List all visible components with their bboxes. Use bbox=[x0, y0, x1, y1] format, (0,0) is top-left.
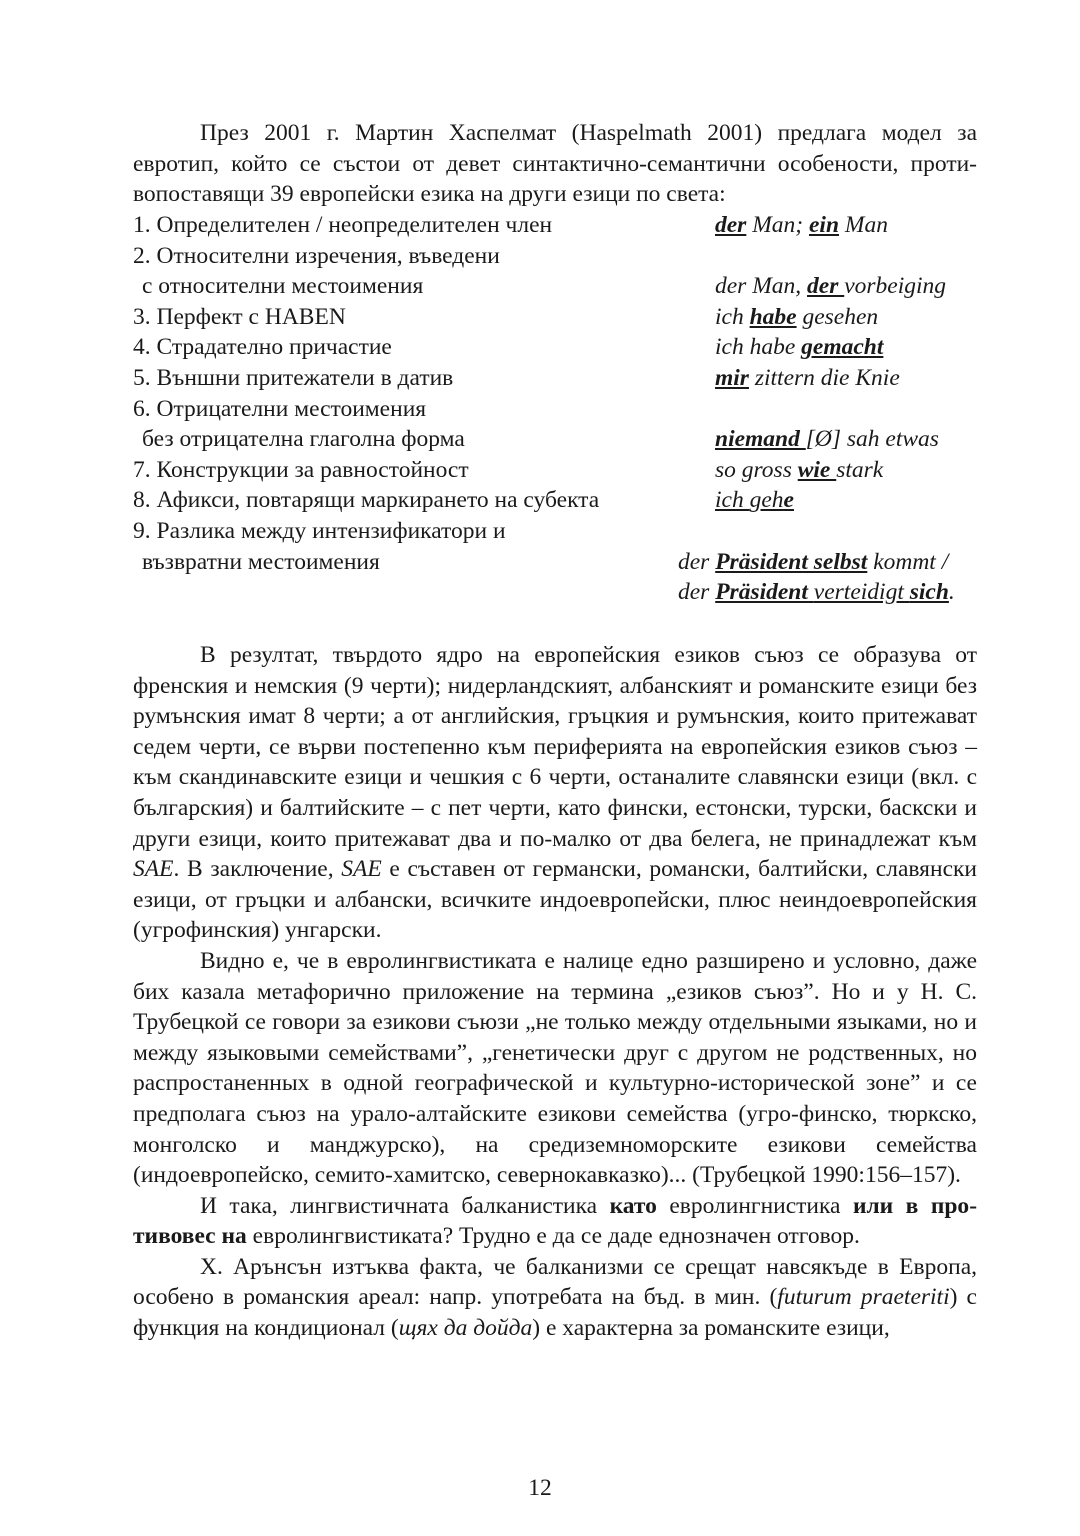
feature-label: 8. Афикси, повтарящи маркирането на субекта bbox=[133, 487, 600, 514]
feature-label-cont: възвратни местоимения bbox=[142, 548, 380, 575]
feature-label: 2. Относителни изречения, въведени bbox=[133, 242, 500, 269]
paragraph-trubetskoy: Видно е, че в евролингвистиката е налице едно разширено и условно, даже бих казала метафорично приложение на термина „езиков съюз”. Но и у Н. С. Трубецкой се говори за езикови съюзи „не только между отдельными языками, но и между языковыми семействами”, „генетически друг с другом не родственных, но распростаненных в одной географической и культурно-исторической зоне” и се предполага съюз на урало-алтайските езикови семейства (угро-финско, тюркско, монголско и манджурско), на средиземноморските езикови семейства (индоевропейско, семито-хамитско, севернокавказко)... (Трубецкой 1990:156–157). bbox=[133, 947, 977, 1189]
feature-label: 3. Перфект с HABEN bbox=[133, 303, 346, 330]
feature-example: ich gehe bbox=[715, 487, 794, 514]
feature-label: 6. Отрицателни местоимения bbox=[133, 395, 427, 422]
feature-label: 4. Страдателно причастие bbox=[133, 334, 392, 361]
feature-row-8 bbox=[133, 485, 1003, 516]
feature-example: der Man, der vorbeiging bbox=[715, 273, 947, 300]
intro-paragraph: През 2001 г. Мартин Хаспелмат (Haspelmath 2001) предлага модел за евротип, който се състои от девет синтактично-семантични особености, противопоставящи 39 европейски езика на други езици по света: bbox=[133, 120, 977, 208]
feature-row-9b bbox=[133, 547, 1003, 578]
feature-row-6b bbox=[133, 424, 1003, 455]
feature-row-9a bbox=[133, 516, 1003, 547]
body-block bbox=[133, 640, 977, 1344]
feature-label-cont: с относителни местоимения bbox=[142, 273, 424, 300]
feature-example: der Präsident selbst kommt / bbox=[678, 548, 949, 575]
feature-example: mir zittern die Knie bbox=[715, 364, 900, 391]
feature-row-5 bbox=[133, 363, 1003, 394]
feature-row-9c bbox=[133, 577, 1003, 608]
feature-example: niemand [Ø] sah etwas bbox=[715, 426, 939, 453]
feature-example: der Präsident verteidigt sich. bbox=[678, 579, 955, 606]
feature-label: 9. Разлика между интензификатори и bbox=[133, 517, 506, 544]
feature-label: 5. Външни притежатели в датив bbox=[133, 364, 454, 391]
paragraph-aronson: Х. Арънсън изтъква факта, че балканизми се срещат навсякъде в Европа, особено в романския ареал: напр. употребата на бъд. в мин. (futurum praeteriti) с функция на кондиционал (щях да дойда) е характерна за романските езици, bbox=[133, 1253, 977, 1342]
feature-row-2a bbox=[133, 241, 1003, 272]
feature-example: der Man; ein Man bbox=[715, 212, 888, 238]
feature-example: ich habe gesehen bbox=[715, 303, 879, 330]
paragraph-result: В резултат, твърдото ядро на европейския езиков съюз се образува от френския и немския (9 черти); нидерландският, албанският и романските езици без румънския имат 8 черти; а от английския, гръцкия и румънския, които притежават седем черти, се върви постепенно към периферията на европейския езиков съюз – към скандинавските езици и чешкия с 6 черти, останалите славянски езици (вкл. с българския) и балтийските – с пет черти, като фински, естонски, турски, баскски и други езици, които притежават два и по-малко от два белега, не принадлежат към SAE. В заключение, SAE е съставен от германски, романски, балтийски, славянски езици, от гръцки и албански, всичките индоевропейски, плюс неиндоевропейския (угрофинския) унгарски. bbox=[133, 642, 977, 944]
feature-label: 1. Определителен / неопределителен член bbox=[133, 212, 553, 238]
feature-list bbox=[133, 210, 1003, 608]
feature-label: 7. Конструкции за равностойност bbox=[133, 456, 469, 483]
feature-row-1 bbox=[133, 210, 1003, 241]
feature-example: ich habe gemacht bbox=[715, 334, 884, 361]
feature-label-cont: без отрицателна глаголна форма bbox=[142, 426, 465, 453]
feature-row-2b bbox=[133, 271, 1003, 302]
feature-row-4 bbox=[133, 332, 1003, 363]
feature-row-7 bbox=[133, 455, 1003, 486]
feature-example: so gross wie stark bbox=[715, 456, 884, 483]
page-number: 12 bbox=[528, 1475, 552, 1501]
feature-row-3 bbox=[133, 302, 1003, 333]
intro-block bbox=[133, 118, 977, 210]
paragraph-balkanistics: И така, лингвистичната балканистика като евролингнистика или в противовес на евролингвистиката? Трудно е да се даде еднозначен отговор. bbox=[133, 1192, 978, 1250]
feature-row-6a bbox=[133, 394, 1003, 425]
